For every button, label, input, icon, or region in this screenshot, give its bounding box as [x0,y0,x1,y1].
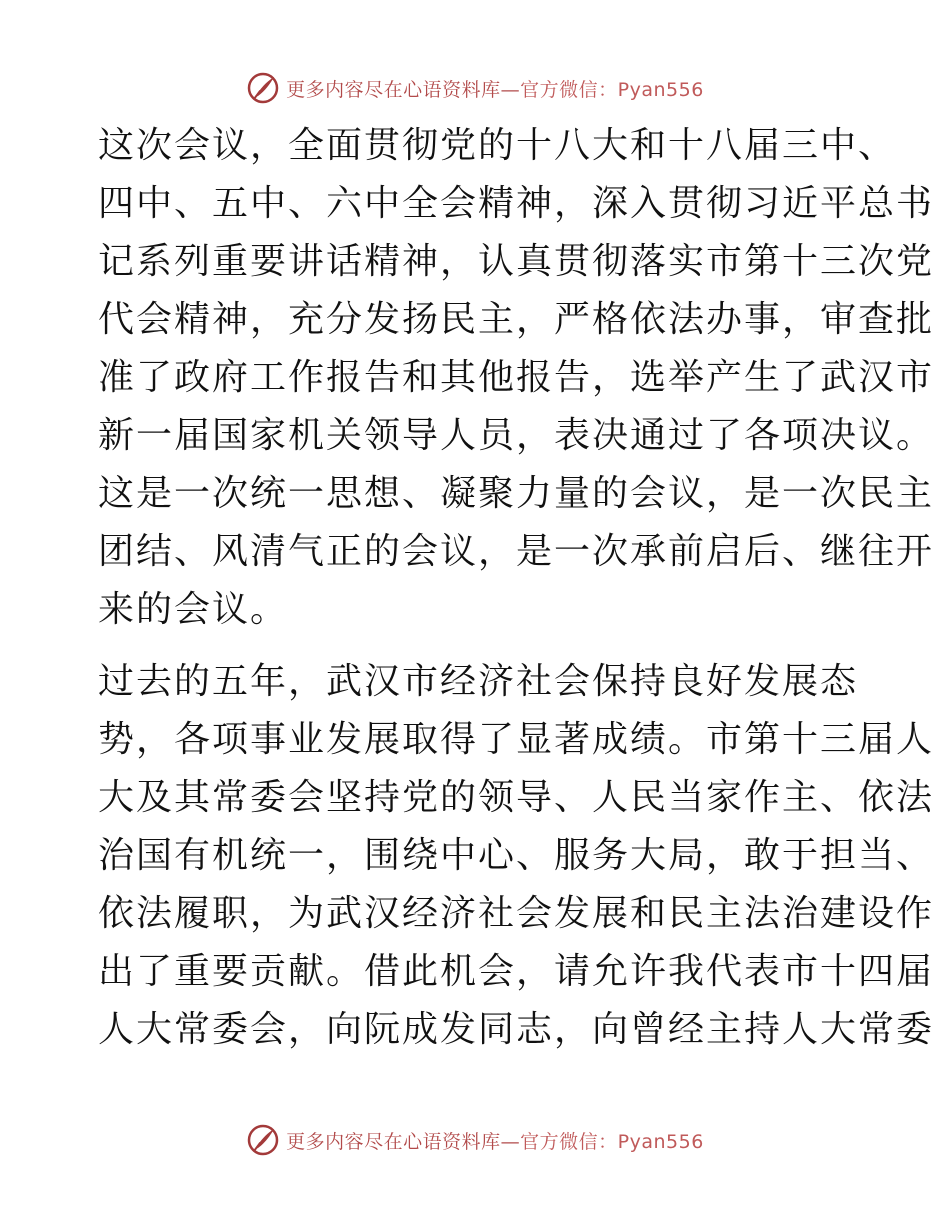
text-line: 势，各项事业发展取得了显著成绩。市第十三届人 [98,719,935,760]
text-line: 这是一次统一思想、凝聚力量的会议，是一次民主 [98,473,935,514]
text-line: 团结、风清气正的会议，是一次承前启后、继往开 [98,531,935,572]
text-line: 四中、五中、六中全会精神，深入贯彻习近平总书 [98,183,935,224]
text-line: 治国有机统一，围绕中心、服务大局，敢于担当、 [98,835,935,876]
text-line: 来的会议。 [98,589,289,630]
text-line: 人大常委会，向阮成发同志，向曾经主持人大常委 [98,1009,935,1050]
footer-watermark-banner [0,1120,950,1160]
text-line: 记系列重要讲话精神，认真贯彻落实市第十三次党 [98,241,935,282]
text-line: 出了重要贡献。借此机会，请允许我代表市十四届 [98,951,935,992]
footer-watermark-text: 更多内容尽在心语资料库—官方微信：Pyan556 [286,1130,704,1153]
header-watermark-banner [0,68,950,108]
text-line: 这次会议，全面贯彻党的十八大和十八届三中、 [98,125,897,166]
quill-feather-logo-icon [246,1123,280,1157]
document-body [98,117,935,1059]
text-line: 大及其常委会坚持党的领导、人民当家作主、依法 [98,777,935,818]
paragraph-1 [98,117,935,639]
text-line: 新一届国家机关领导人员，表决通过了各项决议。 [98,415,935,456]
header-wechat-id: 官方微信：Pyan556 [520,78,704,101]
text-line: 代会精神，充分发扬民主，严格依法办事，审查批 [98,299,935,340]
text-line: 过去的五年，武汉市经济社会保持良好发展态 [98,661,859,702]
quill-feather-logo-icon [246,71,280,105]
footer-wechat-id: 官方微信：Pyan556 [520,1130,704,1153]
header-watermark-text: 更多内容尽在心语资料库—官方微信：Pyan556 [286,78,704,101]
paragraph-2 [98,653,935,1059]
text-line: 准了政府工作报告和其他报告，选举产生了武汉市 [98,357,935,398]
text-line: 依法履职，为武汉经济社会发展和民主法治建设作 [98,893,935,934]
